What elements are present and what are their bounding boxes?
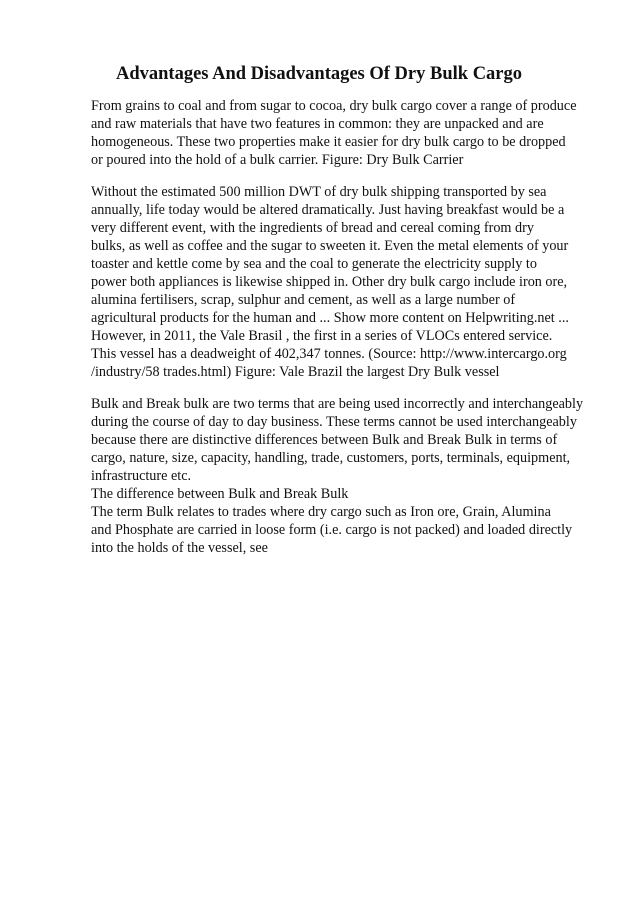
- paragraph-2-line: Without the estimated 500 million DWT of dry bulk shipping transported by sea: [91, 184, 547, 200]
- paragraph-2-line: alumina fertilisers, scrap, sulphur and cement, as well as a large number of: [91, 292, 516, 308]
- paragraph-3-line: into the holds of the vessel, see: [91, 540, 268, 556]
- paragraph-3-line: The term Bulk relates to trades where dry cargo such as Iron ore, Grain, Alumina: [91, 504, 551, 520]
- paragraph-3-line: and Phosphate are carried in loose form (i.e. cargo is not packed) and loaded directly: [91, 522, 573, 538]
- paragraph-1-line: and raw materials that have two features in common: they are unpacked and are: [91, 116, 544, 132]
- paragraph-3-line: because there are distinctive differences between Bulk and Break Bulk in terms of: [91, 432, 558, 448]
- paragraph-2-line: power both appliances is likewise shipped in. Other dry bulk cargo include iron ore,: [91, 274, 568, 290]
- paragraph-1-line: homogeneous. These two properties make it easier for dry bulk cargo to be dropped: [91, 134, 566, 150]
- section-heading-line: The difference between Bulk and Break Bulk: [91, 486, 349, 502]
- paragraph-3-line: cargo, nature, size, capacity, handling, trade, customers, ports, terminals, equipment,: [91, 450, 571, 466]
- paragraph-3-line: Bulk and Break bulk are two terms that are being used incorrectly and interchangeably: [91, 396, 584, 412]
- paragraph-3-line: infrastructure etc.: [91, 468, 192, 484]
- paragraph-2-line: /industry/58 trades.html) Figure: Vale Brazil the largest Dry Bulk vessel: [91, 364, 500, 380]
- paragraph-2-line: agricultural products for the human and ... Show more content on Helpwriting.net ...: [91, 310, 569, 326]
- paragraph-2-line: very different event, with the ingredients of bread and cereal coming from dry: [91, 220, 534, 236]
- document-title: Advantages And Disadvantages Of Dry Bulk Cargo: [115, 64, 523, 84]
- paragraph-1-line: or poured into the hold of a bulk carrier. Figure: Dry Bulk Carrier: [91, 152, 464, 168]
- paragraph-2-line: However, in 2011, the Vale Brasil , the first in a series of VLOCs entered service.: [91, 328, 553, 344]
- paragraph-1-line: From grains to coal and from sugar to cocoa, dry bulk cargo cover a range of produce: [91, 98, 577, 114]
- paragraph-2-line: annually, life today would be altered dramatically. Just having breakfast would be a: [91, 202, 565, 218]
- paragraph-2-line: bulks, as well as coffee and the sugar to sweeten it. Even the metal elements of your: [91, 238, 569, 254]
- paragraph-2-line: toaster and kettle come by sea and the coal to generate the electricity supply to: [91, 256, 537, 272]
- paragraph-3-line: during the course of day to day business. These terms cannot be used interchangeably: [91, 414, 577, 430]
- paragraph-2-line: This vessel has a deadweight of 402,347 tonnes. (Source: http://www.intercargo.org: [91, 346, 567, 362]
